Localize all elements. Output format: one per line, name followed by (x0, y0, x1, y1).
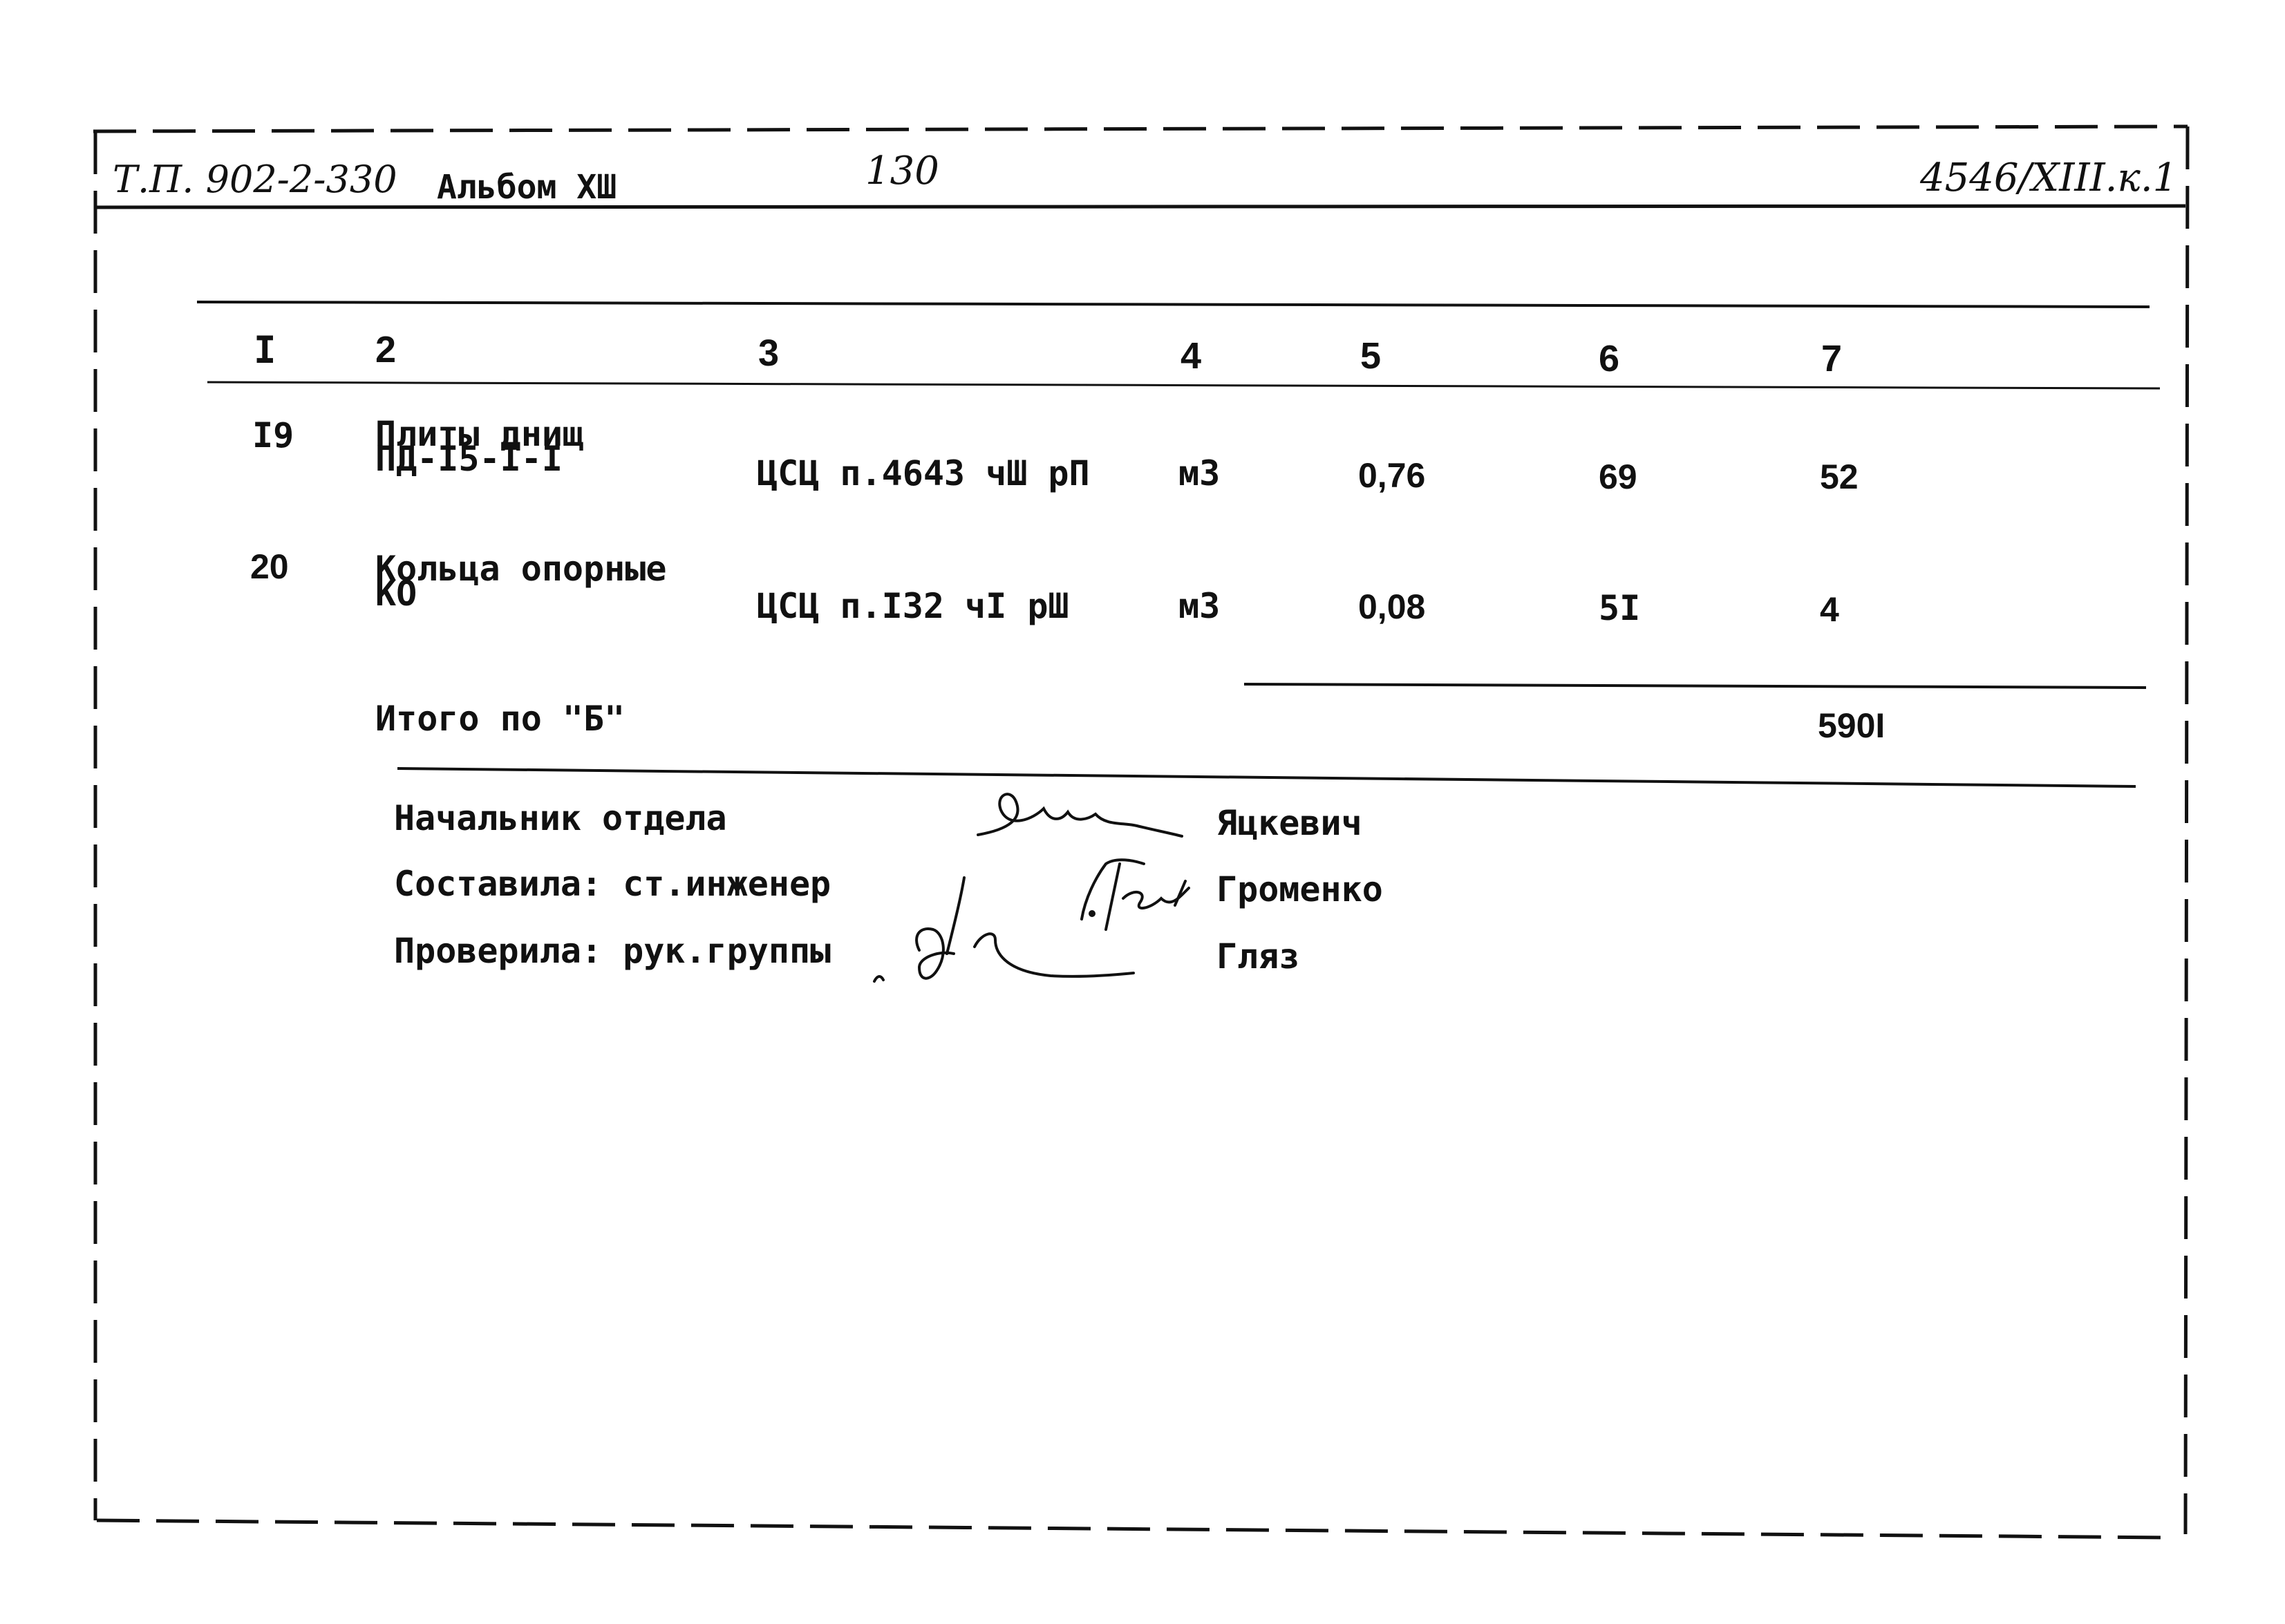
subtotal-rule (1244, 684, 2146, 688)
signature-yatskevich-drawing (978, 794, 1182, 836)
column-header-1: I (254, 328, 276, 372)
signature-name-head: Яцкевич (1216, 803, 1362, 843)
row-name: Плиты днищ ПД-I5-I-I (375, 414, 584, 479)
row-unit: м3 (1178, 586, 1221, 626)
column-header-2: 2 (375, 329, 397, 370)
signature-name-checked: Гляз (1216, 936, 1300, 976)
row-total: 52 (1820, 457, 1859, 496)
album-label: Альбом XШ (437, 168, 617, 207)
row-price: 69 (1599, 457, 1637, 496)
row-reference: ЦСЦ п.I32 чI рШ (757, 586, 1069, 626)
header-underline (95, 206, 2185, 207)
row-name: Кольца опорные КО (375, 549, 667, 614)
table-header-rule (207, 382, 2160, 388)
signature-rule (397, 768, 2136, 786)
signature-role-checked: Проверила: рук.группы (394, 931, 831, 971)
column-header-6: 6 (1599, 338, 1620, 379)
row-number: 20 (250, 547, 289, 586)
table-top-rule (197, 302, 2150, 307)
signature-gromenko-drawing (1082, 860, 1189, 929)
column-header-5: 5 (1360, 335, 1382, 377)
column-header-7: 7 (1821, 338, 1843, 379)
page-number: 130 (865, 149, 939, 193)
row-quantity: 0,76 (1358, 456, 1426, 495)
column-header-4: 4 (1181, 335, 1202, 377)
row-total: 4 (1820, 590, 1839, 629)
total-value: 590I (1818, 706, 1886, 745)
row-unit: м3 (1178, 453, 1221, 493)
signature-name-compiled: Громенко (1216, 869, 1383, 909)
row-price: 5I (1599, 588, 1641, 628)
row-number: I9 (252, 415, 294, 455)
total-label: Итого по "Б" (375, 699, 626, 739)
column-header-3: 3 (758, 332, 780, 374)
signature-role-head: Начальник отдела (394, 798, 727, 838)
row-reference: ЦСЦ п.4643 чШ рП (757, 453, 1090, 493)
signature-role-compiled: Составила: ст.инженер (394, 864, 831, 904)
inventory-number: 4546/XIII.к.1 (1920, 155, 2178, 200)
signature-glyaz-drawing (874, 878, 1134, 981)
row-quantity: 0,08 (1358, 587, 1426, 626)
doc-code: Т.П. 902-2-330 (113, 158, 397, 201)
